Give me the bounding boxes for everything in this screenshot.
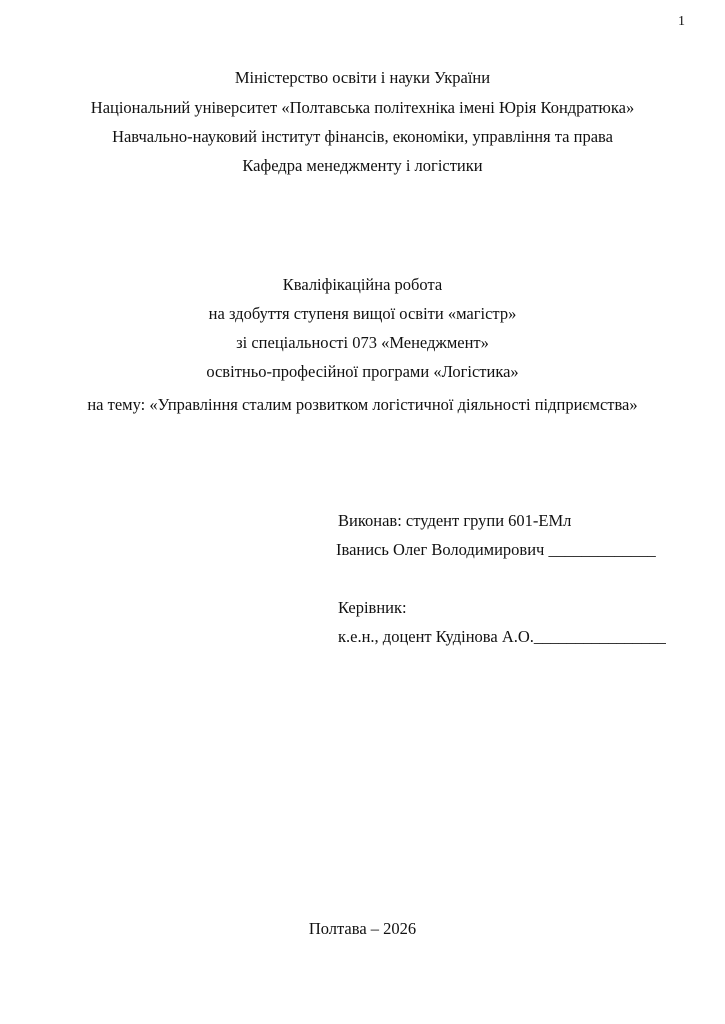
ministry-line: Міністерство освіти і науки України [234,68,491,87]
performer-label: Виконав: студент групи 601-ЕМл [338,511,572,530]
program-line: освітньо-професійної програми «Логістика» [206,362,519,381]
degree-line: на здобуття ступеня вищої освіти «магістр» [208,304,517,323]
university-line: Національний університет «Полтавська політехніка імені Юрія Кондратюка» [90,98,635,117]
topic-line: на тему: «Управління сталим розвитком логістичної діяльності підприємства» [87,395,638,414]
city-year: Полтава – 2026 [308,919,417,938]
institute-line: Навчально-науковий інститут фінансів, економіки, управління та права [112,127,613,146]
supervisor-name: к.е.н., доцент Кудінова А.О.________________ [338,627,666,646]
page-number: 1 [678,14,685,29]
work-type: Кваліфікаційна робота [282,275,443,294]
supervisor-label: Керівник: [338,598,407,617]
department-line: Кафедра менеджменту і логістики [242,156,483,175]
performer-name: Іванись Олег Володимирович _____________ [336,540,656,559]
specialty-line: зі спеціальності 073 «Менеджмент» [236,333,489,352]
